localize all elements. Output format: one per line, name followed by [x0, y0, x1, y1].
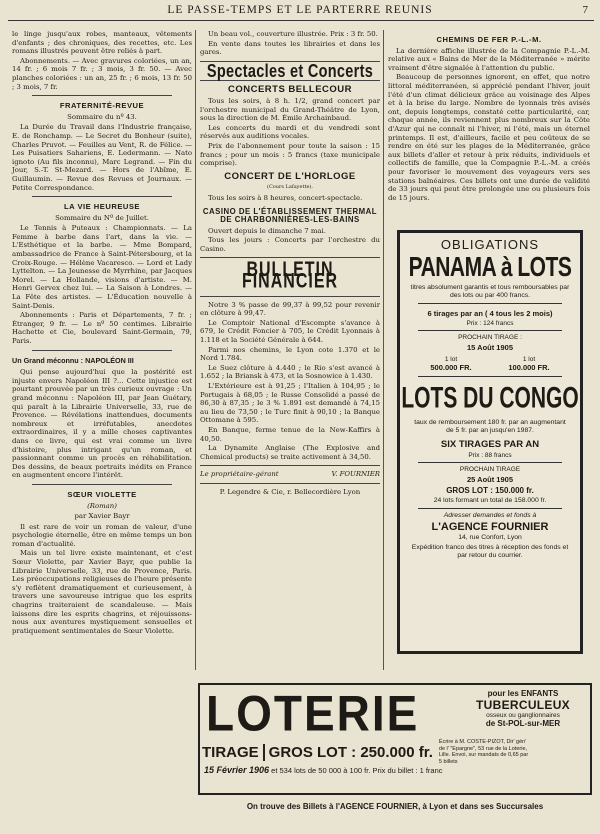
bellecour-p2: Les concerts du mardi et du vendredi sont réservés aux auditions vocales.: [200, 123, 380, 141]
ad-lot-1-value: 500.000 FR.: [430, 363, 472, 372]
ad-lots-formant: 24 lots formant un total de 158.000 fr.: [433, 497, 547, 504]
ad-tirages: 6 tirages par an ( 4 tous les 2 mois): [427, 309, 553, 318]
soeur-violette-title: SŒUR VIOLETTE: [67, 489, 137, 499]
vie-heureuse-body: Le Tennis à Puteaux : Championnats. — La Femme à barbe dans l'art, dans la vie. — L'Esthétique et la barbe. — Mme Bompard, ambassadrice de France à Saint-Pétersbourg, et la Croix-Rouge. — Hélène Vacaresco. — Lord et Lady Lyttelton. — La Jeunesse de Myrrhine, par Jacques Morel. — La Hollande, visions d'artiste. — M. Henri Gervex chez lui. — La Saison à Londres. — La Fête des artistes. — L'Éducation nouvelle à Saint-Denis.: [12, 224, 192, 310]
ad-date: 15 Août 1905: [467, 343, 513, 352]
loterie-date-row: [204, 765, 590, 775]
divider: [32, 350, 172, 351]
ad-divider: [418, 376, 562, 377]
ad-date-2: 25 Août 1905: [467, 475, 513, 484]
casino-p1: Ouvert depuis le dimanche 7 mai.: [208, 226, 326, 235]
finance-p1: Notre 3 % passe de 99,37 à 99,52 pour revenir en clôture à 99,47.: [200, 300, 380, 318]
page-number: 7: [582, 4, 588, 16]
col2-intro: Un beau vol., couverture illustrée. Prix : 3 fr. 50.: [208, 30, 378, 38]
bulletin-financier-heading: BULLETIN FINANCIER: [241, 259, 339, 293]
finance-p6: En Banque, ferme tenue de la New-Kaffirs à 40,50.: [200, 425, 380, 443]
finance-p4: Le Suez clôture à 4.440 ; le Rio s'est avancé à 1.652 ; la Briansk à 473, et la Sosnowice à 1.430.: [200, 363, 380, 381]
col2-intro2: En vente dans toutes les librairies et dans les gares.: [200, 39, 380, 57]
imprimeur: P. Legendre & Cie, r. Bellecordière Lyon: [219, 487, 361, 496]
loterie-beneficiary: [457, 689, 589, 728]
loterie-ecrire: Écrire à M. COSTE-PIZOT, Dir' gén' de l' "Epargne", 53 rue de la Loterie, Lille. Envoi, sur mandats de 0,65 par 5 billets: [438, 739, 529, 765]
horloge-title: CONCERT DE L'HORLOGE: [224, 170, 356, 182]
ad-lot-2-count: 1 lot: [522, 356, 536, 363]
ad-six-tirages: SIX TIRAGES PAR AN: [440, 439, 540, 450]
fraternite-body: La Durée du Travail dans l'Industrie française, E. de Ronchamp. — Le Secret du Bonheur (suite), Charles Pruvot. — Feuilles au Vent, R. de Félice. — Les Puisatiers Sahariens, E. Ledermann. — Nato ignoto (Au fils inconnu), Marc Legrand. — Fin du Jour, S.-T. St-Mezard. — Hors de l'Abîme, E. Guillaumin. — Revue des Revues et Journaux. — Petite Correspondance.: [12, 123, 192, 192]
ad-expedition: Expédition franco des titres à réception des fonds et par retour du courrier.: [411, 544, 569, 559]
ad-divider: [418, 462, 562, 463]
loterie-pour: pour les ENFANTS: [487, 689, 559, 698]
col1-intro: le linge jusqu'aux robes, manteaux, vêtements d'enfants ; des chroniques, des recettes, etc. Les romans illustrés peuvent être reliés à part.: [12, 30, 192, 56]
ad-divider: [418, 508, 562, 509]
loterie-gros-lot: GROS LOT : 250.000 fr.: [268, 743, 433, 761]
loterie-de: de St-POL-sur-MER: [485, 719, 561, 728]
ad-congo: LOTS DU CONGO: [401, 382, 579, 415]
loterie-word: LOTERIE: [206, 685, 420, 742]
ad-adresse: 14, rue Confort, Lyon: [458, 534, 522, 541]
napoleon-body: Qui pense aujourd'hui que la postérité est injuste envers Napoléon III ?... Cette injustice est pourtant prouvée par un très curieux ouvrage : Un grand méconnu : Napoléon III, par Jean Guétary, qui paraît à la Librairie Universelle, 33, rue de Provence. — Révélations inattendues, documents nombreux et irréfutables, anecdotes extraordinaires, il y a mille choses captivantes dans ce livre, qui est vrai comme un livre d'histoire, plus intrigant qu'un roman, et passionnant comme un procès en réhabilitation. Des dessins, de beaux portraits inédits en France en augmentent encore l'intérêt.: [12, 368, 192, 480]
finance-p2: Le Comptoir National d'Escompte s'avance à 679, le Crédit Foncier à 705, le Crédit Lyonnais à 1.118 et la Société Générale à 644.: [200, 318, 380, 345]
divider: [32, 196, 172, 197]
ad-divider: [418, 303, 562, 304]
loterie-osseux: osseux ou ganglionnaires: [486, 712, 560, 719]
column-2: [200, 30, 380, 670]
bellecour-p3: Prix de l'abonnement pour toute la saison : 15 francs ; pour un mois : 5 francs (taxe municipale comprise).: [200, 141, 380, 168]
ad-congo-desc: taux de remboursement 180 fr. par an augmentant de 5 fr. par an jusqu'en 1987.: [414, 419, 566, 434]
header-rule: [8, 20, 594, 21]
soeur-violette-p1: Il est rare de voir un roman de valeur, d'une psychologie éternelle, être en même temps un bon roman d'actualité.: [12, 522, 192, 548]
loterie-date: 15 Février 1906: [204, 765, 270, 775]
spectacles-heading: Spectacles et Concerts: [206, 61, 374, 82]
gerant-name: V. FOURNIER: [331, 470, 380, 479]
finance-p5: L'Extérieure est à 91,25 ; l'Italien à 104,95 ; le Portugais à 68,05 ; le Russe Consolidé a passé de 86,30 à 87,35 ; le 3 % 1.891 est demandé à 74,15 au lieu de 73,50 ; le Turc finit à 90,10 ; la Banque Ottomane à 595.: [200, 382, 380, 425]
ad-adresser: Adresser demandes et fonds à: [443, 512, 537, 519]
soeur-violette-author: par Xavier Bayr: [74, 512, 130, 521]
ad-lot-2-value: 100.000 FR.: [508, 363, 550, 372]
divider: [32, 484, 172, 485]
ad-agence: L'AGENCE FOURNIER: [431, 521, 549, 533]
column-rule-1: [195, 30, 196, 670]
gerant-line: [200, 470, 380, 479]
vie-heureuse-abonnements: Abonnements : Paris et Départements, 7 fr. ; Étranger, 9 fr. — Le nº 50 centimes. Librairie Hachette et Cie, boulevard Saint-Germain, 79, Paris.: [12, 311, 192, 345]
ad-gros-lot: GROS LOT : 150.000 fr.: [446, 486, 534, 495]
ad-prix: Prix : 124 francs: [466, 320, 514, 327]
col1-abonnements: Abonnements. — Avec gravures coloriées, un an, 14 fr. ; 6 mois 7 fr. ; 3 mois, 3 fr. 50. — Avec planches coloriées : un an, 25 fr. ; 6 mois, 13 fr. 50 ; 3 mois, 7 fr.: [12, 56, 192, 91]
bellecour-p1: Tous les soirs, à 8 h. 1/2, grand concert par l'orchestre municipal du Grand-Théâtre de Lyon, sous la direction de M. Émile Archainbaud.: [200, 96, 380, 123]
loterie-tirage-row: [202, 739, 590, 765]
ad-prochain: PROCHAIN TIRAGE :: [458, 334, 522, 341]
horloge-note: (Cours Lafayette).: [267, 184, 313, 191]
running-head: LE PASSE-TEMPS ET LE PARTERRE REUNIS: [167, 4, 433, 16]
loterie-advertisement: [198, 683, 592, 795]
vie-heureuse-subtitle: Sommaire du Nº de Juillet.: [55, 213, 149, 222]
soeur-violette-genre: (Roman): [87, 501, 117, 510]
soeur-violette-p2: Mais un tel livre existe maintenant, et c'est Sœur Violette, par Xavier Bayr, que publie la Librairie Universelle, 33, rue de Provence, Paris. Les préoccupations religieuses de l'heure présente s'y reflètent dramatiquement et curieusement, à travers une savoureuse intrigue que les esprits chagrins traiteraient de scandaleuse. — Mais laissons dire les esprits chagrins, et réjouissons-nous aux aventures mystiquement sensuelles et pratiquement sentimentales de Sœur Violette.: [12, 549, 192, 635]
loterie-tuberculeux: TUBERCULEUX: [476, 698, 570, 712]
plm-title: CHEMINS DE FER P.-L.-M.: [436, 35, 542, 44]
casino-title: CASINO DE L'ÉTABLISSEMENT THERMAL DE CHARBONNIÈRES-LES-BAINS: [202, 206, 378, 225]
finance-p3: Parmi nos chemins, le Lyon cote 1.370 et le Nord 1.784.: [200, 345, 380, 363]
casino-p2: Tous les jours : Concerts par l'orchestre du Casino.: [200, 236, 380, 253]
finance-p7: La Dynamite Anglaise (The Explosive and Chemical products) se traite activement à 34,50.: [200, 444, 380, 461]
plm-p2: Beaucoup de personnes ignorent, en effet, que notre littoral méditerranéen, si apprécié pendant l'hiver, jouit l'été d'un climat délicieux grâce au voisinage des Alpes et à la brise du large. Nombre de lyonnais très avisés ont, depuis longtemps, constaté cette particularité, car, chaque année, ils reviennent plus nombreux sur la Côte d'Azur qui ne connaît ni l'hiver, ni l'été, mais un éternel printemps. Il est, d'ailleurs, facile et peu coûteux de se rendre en été sur les plages de la Méditerranée, grâce aux billets d'aller et retour à prix réduits, individuels et collectifs de famille, que la Compagnie P.-L.-M. a créés pour favoriser le mouvement des voyageurs vers ses stations balnéaires. Ces billets ont une durée de validité de 33 jours qui peut être prolongée une ou plusieurs fois de 15 jours.: [388, 73, 590, 202]
horloge-body: Tous les soirs à 8 heures, concert-spectacle.: [208, 193, 363, 202]
divider: [200, 483, 380, 484]
ad-lot-2: [508, 356, 549, 372]
ad-divider: [418, 330, 562, 331]
ad-panama-desc: titres absolument garantis et tous remboursables par des lots ou par 400 francs.: [410, 284, 570, 299]
ad-lot-1-count: 1 lot: [444, 356, 458, 363]
divider: [200, 296, 380, 297]
obligations-advertisement: [397, 230, 583, 654]
fraternite-subtitle: Sommaire du nº 43.: [67, 112, 137, 121]
loterie-tirage: TIRAGE: [202, 744, 265, 761]
ad-lots: [412, 356, 568, 372]
column-rule-2: [383, 30, 384, 670]
napoleon-title: Un Grand méconnu : NAPOLÉON III: [12, 355, 134, 365]
divider: [200, 465, 380, 466]
ad-prix-2: Prix : 88 francs: [468, 452, 512, 459]
loterie-details: et 534 lots de 50 000 à 100 fr. Prix du billet : 1 franc: [271, 766, 443, 775]
ad-obligations: OBLIGATIONS: [440, 237, 540, 252]
ad-panama: PANAMA à LOTS: [408, 252, 572, 283]
loterie-footer: On trouve des Billets à l'AGENCE FOURNIER, à Lyon et dans ses Succursales: [246, 802, 544, 811]
bellecour-title: CONCERTS BELLECOUR: [227, 84, 353, 96]
ad-lot-1: [430, 356, 471, 372]
ad-prochain-2: PROCHAIN TIRAGE: [459, 466, 521, 473]
column-1: [12, 30, 192, 635]
vie-heureuse-title: LA VIE HEUREUSE: [64, 202, 140, 212]
plm-p1: La dernière affiche illustrée de la Compagnie P.-L.-M. relative aux « Bains de Mer de la Méditerranée » mérite vraiment d'être signalée à l'attention du public.: [388, 46, 590, 72]
gerant-label: Le propriétaire-gérant: [200, 470, 279, 479]
divider: [32, 95, 172, 96]
fraternite-title: FRATERNITÉ-REVUE: [59, 101, 145, 111]
